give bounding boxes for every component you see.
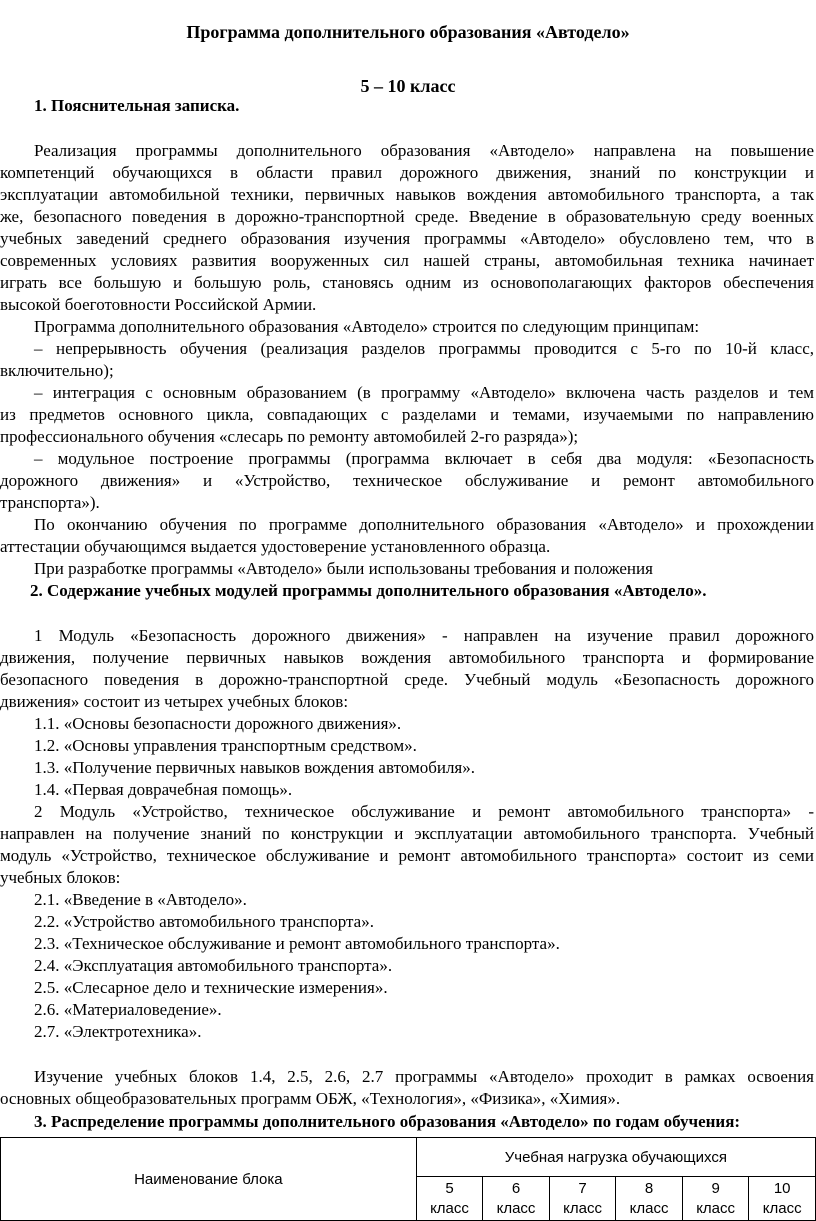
m2-item: 2.1. «Введение в «Автодело». xyxy=(34,890,247,909)
m1-item: 1.1. «Основы безопасности дорожного движения». xyxy=(34,714,402,733)
grade-number: 9 xyxy=(711,1179,720,1197)
m2-line: модуль «Устройство, техническое обслуживание и ремонт автомобильного транспорта» состоит из семи xyxy=(0,846,814,865)
p1-line: эксплуатации автомобильной техники, первичных навыков вождения автомобильного транспорта, а так xyxy=(0,185,814,204)
grade-header xyxy=(682,1177,749,1221)
block-name-header: Наименование блока xyxy=(1,1138,417,1221)
bullet-line: дорожного движения» и «Устройство, техническое обслуживание и ремонт автомобильного xyxy=(0,471,814,490)
bullet-line: из предметов основного цикла, совпадающих с разделами и темами, изучаемыми по направлению xyxy=(0,405,814,424)
p2-line: Программа дополнительного образования «Автодело» строится по следующим принципам: xyxy=(34,317,700,336)
m2-item: 2.5. «Слесарное дело и технические измерения». xyxy=(34,978,388,997)
load-header: Учебная нагрузка обучающихся xyxy=(416,1138,815,1177)
p4-line: При разработке программы «Автодело» были использованы требования и положения xyxy=(34,559,653,578)
bullet-line: – модульное построение программы (программа включает в себя два модуля: «Безопасность xyxy=(34,449,814,468)
table-row xyxy=(1,1138,816,1177)
p1-line: высокой боеготовности Российской Армии. xyxy=(0,295,317,314)
m2-item: 2.7. «Электротехника». xyxy=(34,1022,202,1041)
grade-word: класс xyxy=(629,1199,669,1217)
grade-number: 7 xyxy=(578,1179,587,1197)
grade-word: класс xyxy=(696,1199,736,1217)
p1-line: компетенций обучающихся в области правил дорожного движения, знаний по конструкции и xyxy=(0,163,814,182)
m1-line: движения» состоит из четырех учебных блоков: xyxy=(0,692,349,711)
m1-item: 1.4. «Первая доврачебная помощь». xyxy=(34,780,293,799)
bullet-line: включительно); xyxy=(0,361,114,380)
grade-header xyxy=(749,1177,816,1221)
section3-heading: 3. Распределение программы дополнительного образования «Автодело» по годам обучения: xyxy=(34,1112,741,1131)
grade-header xyxy=(483,1177,550,1221)
m1-line: безопасного поведения в дорожно-транспортной среде. Учебный модуль «Безопасность дорожного xyxy=(0,670,814,689)
grade-word: класс xyxy=(496,1199,536,1217)
grade-word: класс xyxy=(762,1199,802,1217)
p1-line: современных условиях развития вооруженных сил нашей страны, автомобильная техника начинает xyxy=(0,251,814,270)
document-title: Программа дополнительного образования «Автодело» xyxy=(186,22,630,42)
grade-number: 6 xyxy=(511,1179,521,1197)
grade-header xyxy=(616,1177,683,1221)
p3-line: По окончанию обучения по программе дополнительного образования «Автодело» и прохождении xyxy=(34,515,814,534)
grade-number: 10 xyxy=(773,1179,791,1197)
bullet-line: профессионального обучения «слесарь по ремонту автомобилей 2-го разряда»); xyxy=(0,427,579,446)
m2-line: направлен на получение знаний по конструкции и эксплуатации автомобильного транспорта. Учебный xyxy=(0,824,814,843)
grade-number: 5 xyxy=(445,1179,454,1197)
m1-item: 1.2. «Основы управления транспортным средством». xyxy=(34,736,417,755)
p1-line: играть все большую и большую роль, становясь одним из основополагающих факторов обеспечения xyxy=(0,273,814,292)
m2-item: 2.2. «Устройство автомобильного транспорта». xyxy=(34,912,374,931)
load-table xyxy=(0,1137,816,1221)
grade-number: 8 xyxy=(644,1179,654,1197)
section2-heading: 2. Содержание учебных модулей программы дополнительного образования «Автодело». xyxy=(30,581,707,600)
m2-item: 2.6. «Материаловедение». xyxy=(34,1000,222,1019)
document-subtitle: 5 – 10 класс xyxy=(360,76,456,96)
p1-line: учебных заведений среднего образования изучения программы «Автодело» обусловлено тем, что в xyxy=(0,229,814,248)
m2-line: учебных блоков: xyxy=(0,868,121,887)
bullet-line: – интеграция с основным образованием (в программу «Автодело» включена часть разделов и тем xyxy=(34,383,814,402)
m2-item: 2.3. «Техническое обслуживание и ремонт автомобильного транспорта». xyxy=(34,934,560,953)
grade-header xyxy=(416,1177,483,1221)
p1-line: же, безопасного поведения в дорожно-транспортной среде. Введение в образовательную среду военных xyxy=(0,207,814,226)
m2-line: 2 Модуль «Устройство, техническое обслуживание и ремонт автомобильного транспорта» - xyxy=(34,802,814,821)
m1-line: движения, получение первичных навыков вождения автомобильного транспорта и формирование xyxy=(0,648,814,667)
p3-line: аттестации обучающимся выдается удостоверение установленного образца. xyxy=(0,537,551,556)
m2-item: 2.4. «Эксплуатация автомобильного транспорта». xyxy=(34,956,393,975)
study-line: Изучение учебных блоков 1.4, 2.5, 2.6, 2.7 программы «Автодело» проходит в рамках освоения xyxy=(34,1067,814,1086)
m1-item: 1.3. «Получение первичных навыков вождения автомобиля». xyxy=(34,758,476,777)
study-line: основных общеобразовательных программ ОБЖ, «Технология», «Физика», «Химия». xyxy=(0,1089,621,1108)
bullet-line: – непрерывность обучения (реализация разделов программы проводится с 5-го по 10-й класс, xyxy=(34,339,814,358)
section1-heading: 1. Пояснительная записка. xyxy=(34,96,240,115)
p1-line: Реализация программы дополнительного образования «Автодело» направлена на повышение xyxy=(34,141,814,160)
grade-header xyxy=(549,1177,616,1221)
grade-word: класс xyxy=(430,1199,469,1217)
bullet-line: транспорта»). xyxy=(0,493,100,512)
m1-line: 1 Модуль «Безопасность дорожного движения» - направлен на изучение правил дорожного xyxy=(34,626,814,645)
grade-word: класс xyxy=(563,1199,602,1217)
